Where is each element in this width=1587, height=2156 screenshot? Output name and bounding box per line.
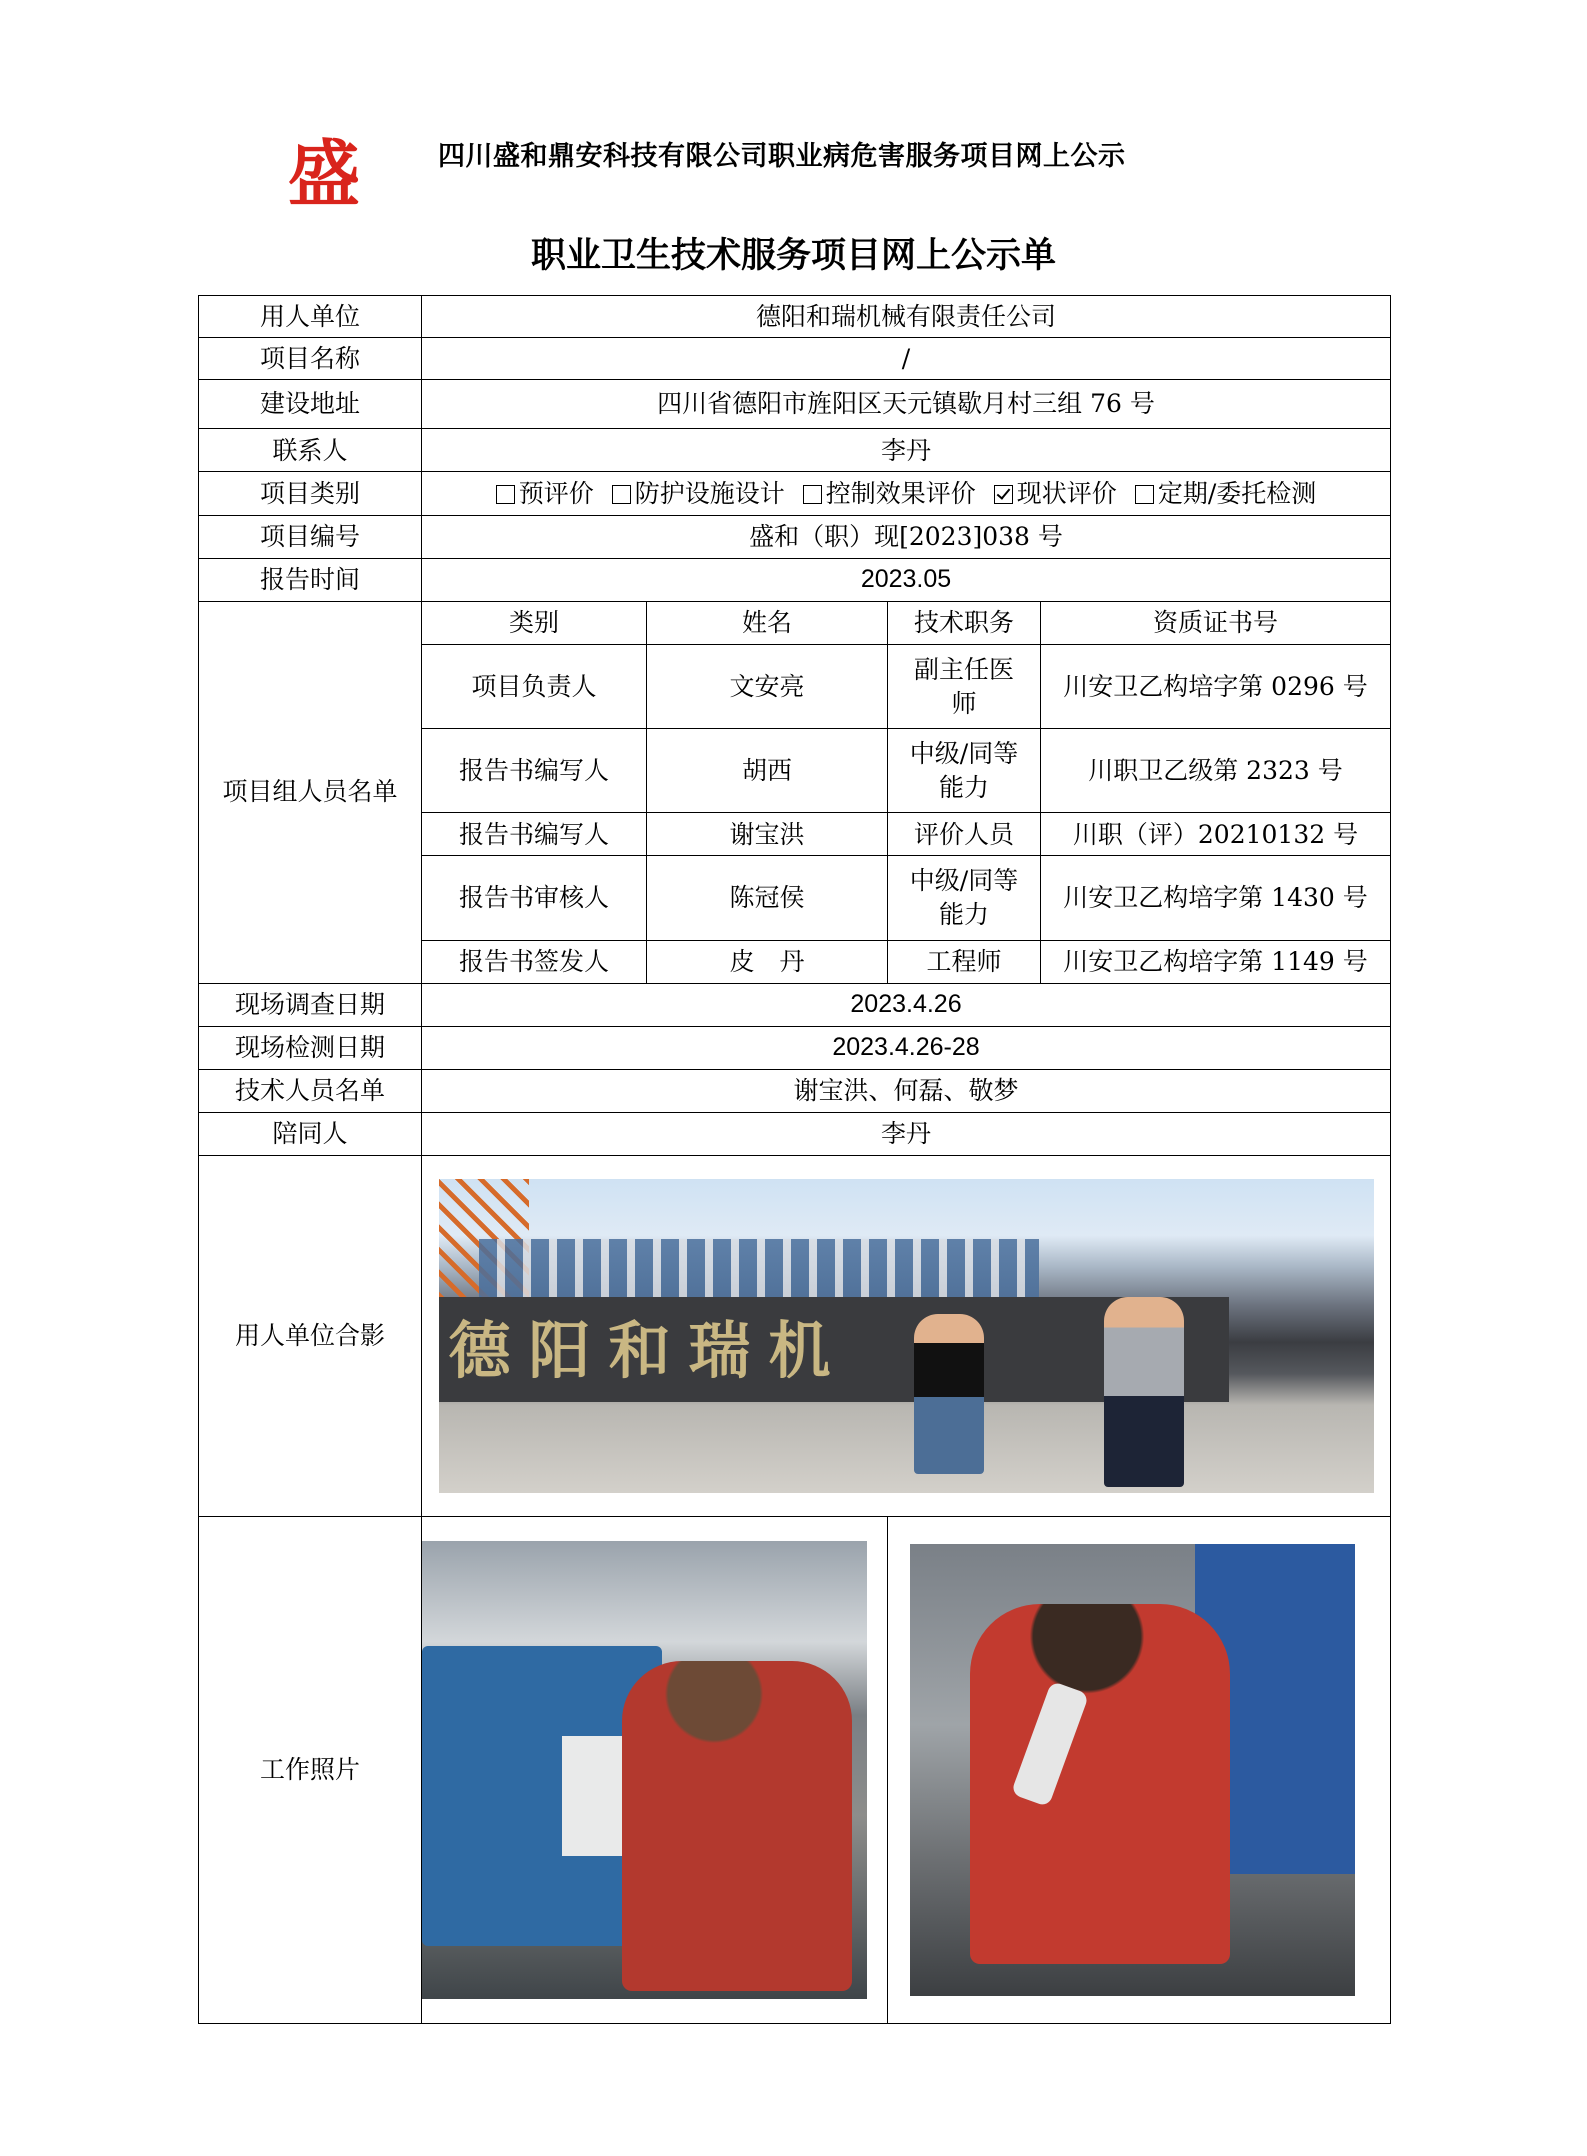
report-time-value: 2023.05: [422, 558, 1391, 601]
contact-label: 联系人: [199, 429, 422, 472]
member-role: 报告书签发人: [422, 940, 647, 983]
row-employer: [199, 296, 1391, 338]
row-tech-staff: [199, 1070, 1391, 1113]
option-status-evaluation[interactable]: 现状评价: [994, 479, 1117, 508]
group-photo-cell: [422, 1156, 1391, 1517]
member-cert: 川安卫乙构培字第 1149 号: [1041, 940, 1391, 983]
team-label: 项目组人员名单: [199, 601, 422, 983]
member-cert: 川职卫乙级第 2323 号: [1041, 729, 1391, 813]
member-role: 报告书编写人: [422, 729, 647, 813]
svg-text:盛: 盛: [287, 133, 361, 211]
team-header-cert: 资质证书号: [1041, 601, 1391, 644]
team-header-title: 技术职务: [888, 601, 1041, 644]
member-cert: 川安卫乙构培字第 0296 号: [1041, 644, 1391, 728]
tech-staff-value: 谢宝洪、何磊、敬梦: [422, 1070, 1391, 1113]
project-name-value: /: [422, 338, 1391, 380]
project-no-value: 盛和（职）现[2023]038 号: [422, 515, 1391, 558]
wall-sign-text: 德阳和瑞机: [448, 1314, 849, 1388]
row-contact: [199, 429, 1391, 472]
publicity-form: [198, 295, 1391, 2024]
member-name: 皮 丹: [647, 940, 888, 983]
report-time-label: 报告时间: [199, 558, 422, 601]
checkbox-icon[interactable]: [612, 485, 631, 504]
option-control-effect[interactable]: 控制效果评价: [803, 479, 976, 508]
row-escort: [199, 1113, 1391, 1156]
project-name-label: 项目名称: [199, 338, 422, 380]
member-name: 文安亮: [647, 644, 888, 728]
category-options: [422, 472, 1391, 515]
member-title: 中级/同等能力: [888, 729, 1041, 813]
work-photo-1: [422, 1541, 867, 1999]
employer-label: 用人单位: [199, 296, 422, 338]
team-header-name: 姓名: [647, 601, 888, 644]
survey-date-label: 现场调查日期: [199, 983, 422, 1026]
checkbox-icon[interactable]: [1135, 485, 1154, 504]
row-test-date: [199, 1026, 1391, 1069]
option-protection-design[interactable]: 防护设施设计: [612, 479, 785, 508]
member-cert: 川职（评）20210132 号: [1041, 813, 1391, 856]
row-category: [199, 472, 1391, 515]
person-figure: [1104, 1297, 1184, 1487]
address-value: 四川省德阳市旌阳区天元镇歇月村三组 76 号: [422, 380, 1391, 429]
member-name: 陈冠侯: [647, 856, 888, 940]
member-cert: 川安卫乙构培字第 1430 号: [1041, 856, 1391, 940]
test-date-label: 现场检测日期: [199, 1026, 422, 1069]
test-date-value: 2023.4.26-28: [422, 1026, 1391, 1069]
checkbox-icon[interactable]: [803, 485, 822, 504]
person-figure: [914, 1314, 984, 1474]
address-label: 建设地址: [199, 380, 422, 429]
team-header-role: 类别: [422, 601, 647, 644]
member-title: 副主任医师: [888, 644, 1041, 728]
row-survey-date: [199, 983, 1391, 1026]
employer-value: 德阳和瑞机械有限责任公司: [422, 296, 1391, 338]
escort-value: 李丹: [422, 1113, 1391, 1156]
contact-value: 李丹: [422, 429, 1391, 472]
member-title: 评价人员: [888, 813, 1041, 856]
work-photo-label: 工作照片: [199, 1517, 422, 2024]
team-header-row: [199, 601, 1391, 644]
worker-figure: [622, 1661, 852, 1991]
work-photo-cell-1: [422, 1517, 888, 2024]
option-pre-evaluation[interactable]: 预评价: [496, 479, 594, 508]
member-title: 工程师: [888, 940, 1041, 983]
row-project-name: [199, 338, 1391, 380]
option-periodic-test[interactable]: 定期/委托检测: [1135, 479, 1316, 508]
member-role: 报告书审核人: [422, 856, 647, 940]
row-group-photo: [199, 1156, 1391, 1517]
checkbox-checked-icon[interactable]: [994, 485, 1013, 504]
page-title: 职业卫生技术服务项目网上公示单: [530, 235, 1056, 276]
member-name: 谢宝洪: [647, 813, 888, 856]
project-no-label: 项目编号: [199, 515, 422, 558]
escort-label: 陪同人: [199, 1113, 422, 1156]
work-photo-2: [910, 1544, 1355, 1996]
row-work-photos: [199, 1517, 1391, 2024]
company-title: 四川盛和鼎安科技有限公司职业病危害服务项目网上公示: [438, 141, 1126, 172]
category-label: 项目类别: [199, 472, 422, 515]
member-role: 项目负责人: [422, 644, 647, 728]
member-role: 报告书编写人: [422, 813, 647, 856]
worker-figure: [970, 1604, 1230, 1964]
row-report-time: [199, 558, 1391, 601]
row-project-no: [199, 515, 1391, 558]
member-title: 中级/同等能力: [888, 856, 1041, 940]
row-address: [199, 380, 1391, 429]
survey-date-value: 2023.4.26: [422, 983, 1391, 1026]
member-name: 胡西: [647, 729, 888, 813]
company-logo: [285, 133, 363, 211]
group-photo: [439, 1179, 1374, 1493]
tech-staff-label: 技术人员名单: [199, 1070, 422, 1113]
group-photo-label: 用人单位合影: [199, 1156, 422, 1517]
checkbox-icon[interactable]: [496, 485, 515, 504]
work-photo-cell-2: [888, 1517, 1391, 2024]
